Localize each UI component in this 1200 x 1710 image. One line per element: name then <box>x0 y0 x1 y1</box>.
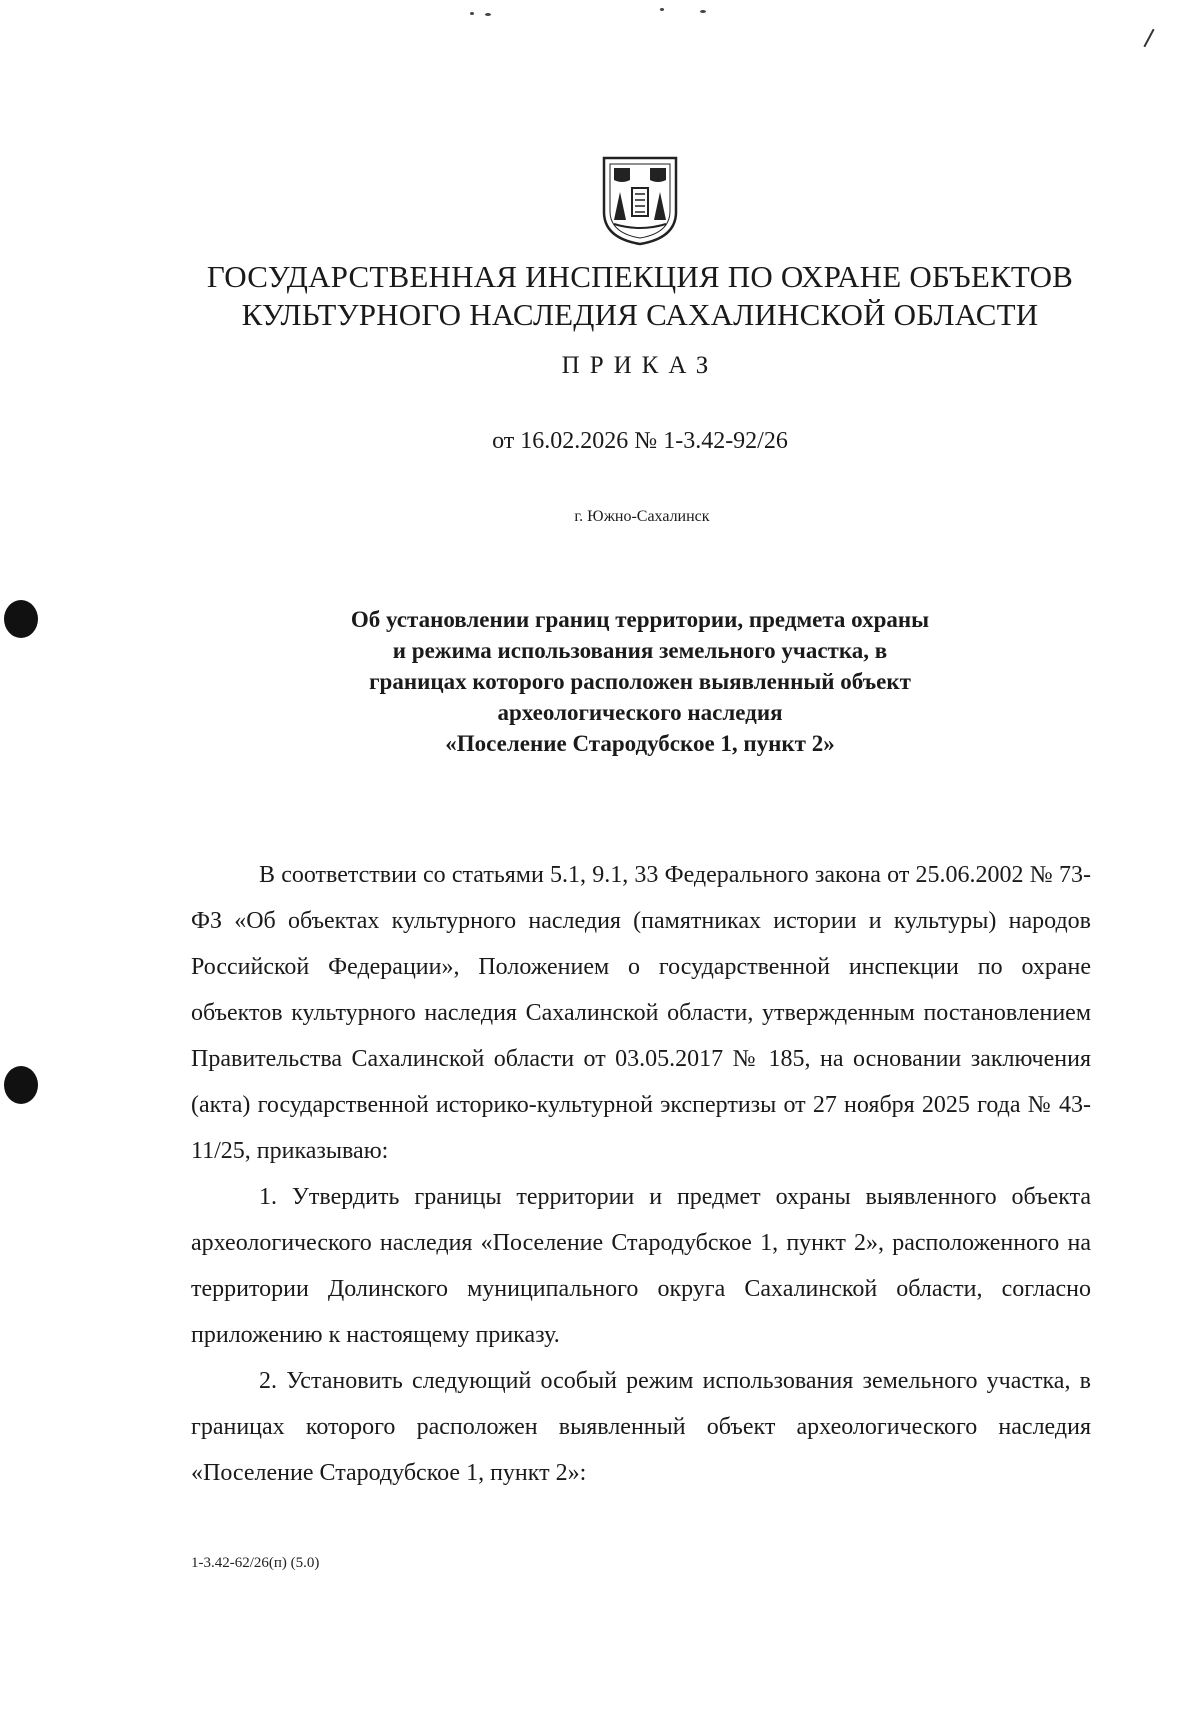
title-line: археологического наследия <box>497 700 783 725</box>
coat-of-arms-icon <box>600 154 680 246</box>
document-body <box>191 852 1091 1496</box>
scan-speck <box>700 10 706 13</box>
scan-mark <box>1143 29 1154 48</box>
order-item-2: 2. Установить следующий особый режим использования земельного участка, в границах которого расположен выявленный объект археологического наследия «Поселение Стародубское 1, пункт 2»: <box>191 1368 1091 1486</box>
scan-speck <box>470 12 474 15</box>
organization-name-line-1: ГОСУДАРСТВЕННАЯ ИНСПЕКЦИЯ ПО ОХРАНЕ ОБЪЕКТОВ <box>206 259 1074 294</box>
title-line: границах которого расположен выявленный объект <box>369 669 911 694</box>
document-title <box>0 604 1200 759</box>
document-date-number: от 16.02.2026 № 1-3.42-92/26 <box>492 428 788 454</box>
title-line: и режима использования земельного участка, в <box>392 638 888 663</box>
document-city: г. Южно-Сахалинск <box>574 508 710 525</box>
organization-name-line-2: КУЛЬТУРНОГО НАСЛЕДИЯ САХАЛИНСКОЙ ОБЛАСТИ <box>241 297 1039 332</box>
punch-hole <box>4 1066 38 1104</box>
scan-speck <box>660 8 664 11</box>
organization-name <box>0 258 1200 334</box>
preamble-paragraph: В соответствии со статьями 5.1, 9.1, 33 Федерального закона от 25.06.2002 № 73-ФЗ «Об объектах культурного наследия (памятниках истории и культуры) народов Российской Федерации», Положением о государственной инспекции по охране объектов культурного наследия Сахалинской области, утвержденным постановлением Правительства Сахалинской области от 03.05.2017 № 185, на основании заключения (акта) государственной историко-культурной экспертизы от 27 ноября 2025 года № 43-11/25, приказываю: <box>191 862 1091 1164</box>
order-item-1: 1. Утвердить границы территории и предмет охраны выявленного объекта археологического наследия «Поселение Стародубское 1, пункт 2», расположенного на территории Долинского муниципального округа Сахалинской области, согласно приложению к настоящему приказу. <box>191 1184 1091 1348</box>
footer-document-code: 1-3.42-62/26(п) (5.0) <box>191 1555 320 1571</box>
title-line: Об установлении границ территории, предмета охраны <box>350 607 930 632</box>
scan-speck <box>485 13 491 16</box>
title-line: «Поселение Стародубское 1, пункт 2» <box>445 731 835 756</box>
document-type: ПРИКАЗ <box>561 352 719 379</box>
